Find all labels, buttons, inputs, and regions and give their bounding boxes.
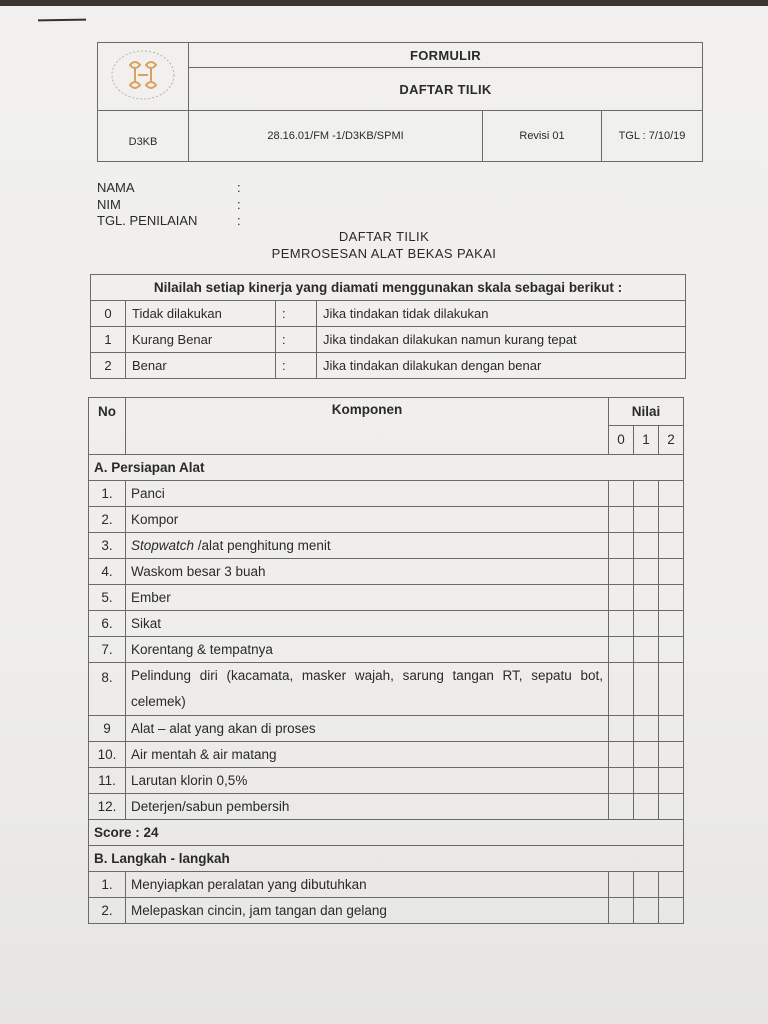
score-cell-2[interactable] [659,507,684,533]
score-cell-1[interactable] [634,533,659,559]
score-cell-1[interactable] [634,794,659,820]
column-header-value: Nilai [609,398,684,426]
field-label: NAMA [97,180,135,195]
item-number: 8. [89,663,126,716]
score-cell-0[interactable] [609,481,634,507]
item-number: 5. [89,585,126,611]
item-number: 1. [89,481,126,507]
scale-heading: Nilailah setiap kinerja yang diamati menggunakan skala sebagai berikut : [91,275,686,301]
score-cell-1[interactable] [634,637,659,663]
score-cell-0[interactable] [609,716,634,742]
score-cell-1[interactable] [634,559,659,585]
university-logo-icon [108,47,178,103]
score-cell-1[interactable] [634,768,659,794]
score-cell-1[interactable] [634,663,659,716]
scale-name: Kurang Benar [126,327,276,353]
score-cell-1[interactable] [634,716,659,742]
score-cell-2[interactable] [659,637,684,663]
logo-cell [98,43,189,111]
item-text: Air mentah & air matang [126,742,609,768]
score-cell-2[interactable] [659,481,684,507]
checklist-row [89,507,684,533]
scale-description: Jika tindakan dilakukan namun kurang tepat [317,327,686,353]
section-b-heading: B. Langkah - langkah [89,846,684,872]
scale-description: Jika tindakan dilakukan dengan benar [317,353,686,379]
scale-row [91,301,686,327]
item-number: 10. [89,742,126,768]
field-separator: : [237,180,241,195]
score-cell-2[interactable] [659,663,684,716]
item-text: Deterjen/sabun pembersih [126,794,609,820]
score-cell-2[interactable] [659,794,684,820]
document-title: DAFTAR TILIK [338,229,430,244]
checklist-table [88,397,684,924]
checklist-row [89,637,684,663]
item-text: Ember [126,585,609,611]
score-cell-0[interactable] [609,559,634,585]
item-text: Korentang & tempatnya [126,637,609,663]
checklist-row [89,481,684,507]
score-cell-0[interactable] [609,637,634,663]
scale-separator: : [276,353,317,379]
scale-row [91,353,686,379]
scale-score: 2 [91,353,126,379]
item-number: 6. [89,611,126,637]
checklist-row [89,533,684,559]
score-cell-0[interactable] [609,585,634,611]
item-text: Sikat [126,611,609,637]
item-text: Menyiapkan peralatan yang dibutuhkan [126,872,609,898]
section-a-score: Score : 24 [89,820,684,846]
field-separator: : [237,213,241,228]
field-nim[interactable] [97,197,241,214]
checklist-row [89,585,684,611]
scale-score: 0 [91,301,126,327]
item-number: 9 [89,716,126,742]
field-tgl-penilaian[interactable] [97,213,241,230]
score-cell-2[interactable] [659,559,684,585]
score-cell-0[interactable] [609,872,634,898]
scale-separator: : [276,327,317,353]
score-cell-0[interactable] [609,898,634,924]
score-cell-2[interactable] [659,611,684,637]
scale-name: Benar [126,353,276,379]
score-cell-1[interactable] [634,507,659,533]
score-cell-2[interactable] [659,742,684,768]
checklist-row [89,559,684,585]
checklist-row [89,872,684,898]
item-text-emphasis: Stopwatch [131,538,195,553]
field-nama[interactable] [97,180,241,197]
score-cell-1[interactable] [634,898,659,924]
item-text: Melepaskan cincin, jam tangan dan gelang [126,898,609,924]
score-cell-0[interactable] [609,663,634,716]
score-cell-1[interactable] [634,611,659,637]
page-top-edge [0,0,768,6]
item-text: Kompor [126,507,609,533]
checklist-row [89,663,684,716]
score-cell-2[interactable] [659,872,684,898]
item-number: 4. [89,559,126,585]
document-code: 28.16.01/FM -1/D3KB/SPMI [189,111,483,162]
score-cell-1[interactable] [634,742,659,768]
checklist-row [89,768,684,794]
form-header [97,42,703,162]
column-header-component: Komponen [126,398,609,455]
section-a-heading: A. Persiapan Alat [89,455,684,481]
score-cell-1[interactable] [634,872,659,898]
item-text: Larutan klorin 0,5% [126,768,609,794]
checklist-row [89,611,684,637]
score-cell-0[interactable] [609,742,634,768]
item-number: 2. [89,898,126,924]
scale-description: Jika tindakan tidak dilakukan [317,301,686,327]
scale-separator: : [276,301,317,327]
item-number: 11. [89,768,126,794]
score-cell-0[interactable] [609,507,634,533]
field-separator: : [237,196,241,212]
score-cell-2[interactable] [659,768,684,794]
score-cell-1[interactable] [634,481,659,507]
score-cell-0[interactable] [609,611,634,637]
item-text: Alat – alat yang akan di proses [126,716,609,742]
value-column-1: 1 [634,425,659,454]
scale-row [91,327,686,353]
form-name: DAFTAR TILIK [189,68,703,111]
score-cell-0[interactable] [609,768,634,794]
unit-code: D3KB [98,111,189,162]
revision: Revisi 01 [483,111,602,162]
item-number: 12. [89,794,126,820]
score-cell-2[interactable] [659,585,684,611]
field-label: TGL. PENILAIAN [97,213,198,228]
item-text [126,533,609,559]
checklist-row [89,898,684,924]
checklist-row [89,716,684,742]
pen-mark [38,19,86,22]
checklist-row [89,794,684,820]
item-text-rest: /alat penghitung menit [194,538,331,553]
scale-score: 1 [91,327,126,353]
document-subtitle: PEMROSESAN ALAT BEKAS PAKAI [271,246,497,261]
value-column-0: 0 [609,425,634,454]
identity-fields [97,180,241,230]
score-cell-2[interactable] [659,716,684,742]
item-number: 2. [89,507,126,533]
field-label: NIM [97,196,121,212]
score-cell-0[interactable] [609,794,634,820]
value-column-2: 2 [659,425,684,454]
item-text: Pelindung diri (kacamata, masker wajah, sarung tangan RT, sepatu bot, celemek) [126,663,609,716]
item-number: 7. [89,637,126,663]
score-cell-0[interactable] [609,533,634,559]
scale-name: Tidak dilakukan [126,301,276,327]
item-text: Panci [126,481,609,507]
score-cell-1[interactable] [634,585,659,611]
checklist-row [89,742,684,768]
score-cell-2[interactable] [659,533,684,559]
column-header-no: No [89,398,126,455]
form-date: TGL : 7/10/19 [602,111,703,162]
item-number: 3. [89,533,126,559]
scoring-scale-table [90,274,686,379]
form-type: FORMULIR [189,43,703,68]
item-number: 1. [89,872,126,898]
item-text: Waskom besar 3 buah [126,559,609,585]
score-cell-2[interactable] [659,898,684,924]
